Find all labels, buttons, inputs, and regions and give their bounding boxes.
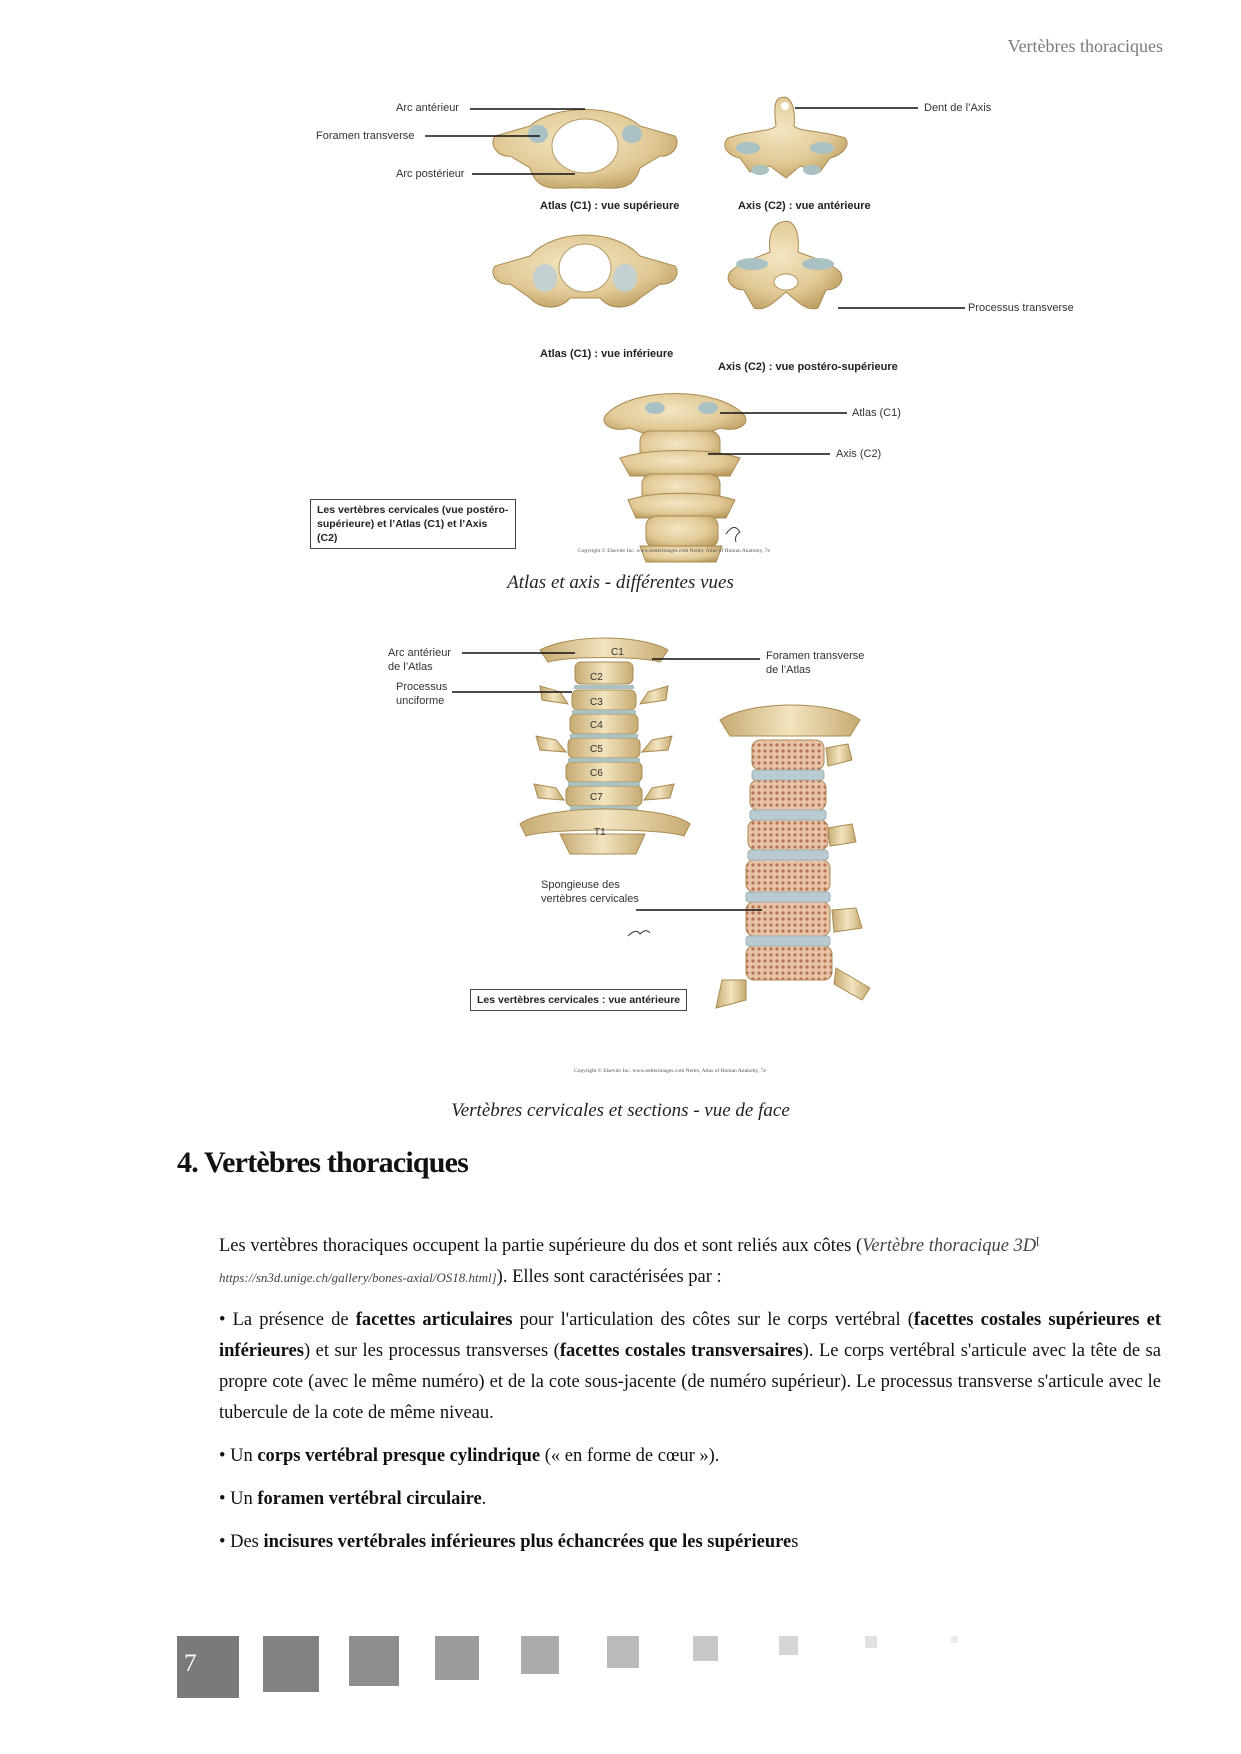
level-c2: C2 <box>590 672 603 683</box>
footer-square <box>435 1636 479 1680</box>
level-c1: C1 <box>611 647 624 658</box>
level-t1: T1 <box>594 827 606 838</box>
atlas-inferior-view <box>493 235 677 307</box>
label-processus-transverse: Processus transverse <box>968 302 1074 314</box>
section-title: 4. Vertèbres thoraciques <box>177 1146 469 1179</box>
intro-text-after: ). Elles sont caractérisées par : <box>496 1267 722 1288</box>
bullet1-text4: ). Le corps vertébral s'articule avec la tête de sa propre cote (avec le même numéro) et de la cote sous-jacente (de numéro supérieur). Le processus transverse s'articule avec le tubercule de la cote de même niveau. <box>219 1341 1161 1424</box>
cervical-column-anterior <box>520 638 690 854</box>
label-foramen-transverse-atlas <box>766 649 864 677</box>
intro-sup-bracket: [ <box>1036 1235 1040 1247</box>
label-dent-axis: Dent de l’Axis <box>924 102 992 114</box>
bullet-corps <box>219 1441 1161 1472</box>
label-processus-line2: unciforme <box>396 695 445 707</box>
label-processus-line1: Processus <box>396 681 448 693</box>
section-body <box>219 1226 1161 1570</box>
figure2-copyright: Copyright © Elsevier Inc. www.netterimages.com Netter, Atlas of Human Anatomy, 7e <box>574 1068 766 1074</box>
label-spongieuse-line1: Spongieuse des <box>541 879 620 891</box>
figure2-title-box: Les vertèbres cervicales : vue antérieure <box>470 989 687 1011</box>
label-arc-posterieur: Arc postérieur <box>396 168 465 180</box>
intro-paragraph <box>219 1226 1161 1293</box>
page-number: 7 <box>177 1636 239 1698</box>
caption-atlas-superieure: Atlas (C1) : vue supérieure <box>540 200 680 212</box>
bullet1-text3: ) et sur les processus transverses ( <box>303 1341 560 1362</box>
bullet4-strong1: incisures vertébrales inférieures plus échancrées que les supérieure <box>263 1532 792 1553</box>
footer-square <box>865 1636 877 1648</box>
atlas-superior-view <box>493 110 677 189</box>
label-arc-anterieur-line2: de l’Atlas <box>388 661 433 673</box>
bullet2-strong1: corps vertébral presque cylindrique <box>257 1446 541 1467</box>
caption-axis-anterieure: Axis (C2) : vue antérieure <box>738 200 871 212</box>
label-foramen-line1: Foramen transverse <box>766 650 865 662</box>
bullet4-text1: • Des <box>219 1532 264 1553</box>
footer-square <box>521 1636 559 1674</box>
bullet3-text1: • Un <box>219 1489 258 1510</box>
level-c3: C3 <box>590 697 603 708</box>
footer-square <box>607 1636 639 1668</box>
bullet1-strong3: facettes costales transversaires <box>559 1341 803 1362</box>
figure1-copyright: Copyright © Elsevier Inc. www.netterimages.com Netter, Atlas of Human Anatomy, 7e <box>578 548 770 554</box>
label-spongieuse <box>541 878 639 906</box>
label-axis-c2: Axis (C2) <box>836 448 882 460</box>
footer-square <box>779 1636 798 1655</box>
bullet-foramen <box>219 1484 1161 1515</box>
footer-square <box>951 1636 958 1643</box>
intro-text-before: Les vertèbres thoraciques occupent la partie supérieure du dos et sont reliés aux côtes ( <box>219 1236 863 1257</box>
level-c5: C5 <box>590 744 603 755</box>
bullet1-strong2: facettes costales supérieures et inférieures <box>219 1310 1162 1362</box>
caption-axis-postero-superieure: Axis (C2) : vue postéro-supérieure <box>718 361 898 373</box>
cervical-column-posterior-view <box>604 394 746 563</box>
bullet4-text2: s <box>791 1532 799 1553</box>
axis-anterior-view <box>725 97 847 178</box>
intro-3d-link[interactable]: Vertèbre thoracique 3D <box>862 1236 1037 1257</box>
axis-postero-superior-view <box>728 221 842 308</box>
bullet-facettes <box>219 1305 1161 1429</box>
label-processus-unciforme <box>396 680 447 708</box>
bullet1-strong1: facettes articulaires <box>355 1310 513 1331</box>
bullet1-text2: pour l'articulation des côtes sur le corps vertébral ( <box>512 1310 914 1331</box>
label-foramen-line2: de l’Atlas <box>766 664 811 676</box>
bullet-incisures <box>219 1527 1161 1558</box>
bullet2-text2: (« en forme de cœur »). <box>540 1446 720 1467</box>
figure-atlas-axis <box>0 86 1241 566</box>
label-arc-anterieur-atlas <box>388 646 451 674</box>
figure1-title-box: Les vertèbres cervicales (vue postéro-supérieure) et l’Atlas (C1) et l’Axis (C2) <box>310 499 516 549</box>
figure-cervical-anterior <box>0 628 1241 1088</box>
running-header: Vertèbres thoraciques <box>1007 36 1163 56</box>
label-spongieuse-line2: vertèbres cervicales <box>541 893 639 905</box>
bullet3-text2: . <box>481 1489 487 1510</box>
atlas-axis-illustration <box>0 86 1241 566</box>
footer-square <box>349 1636 399 1686</box>
bullet3-strong1: foramen vertébral circulaire <box>257 1489 482 1510</box>
level-c7: C7 <box>590 792 603 803</box>
label-arc-anterieur-line1: Arc antérieur <box>388 647 451 659</box>
caption-atlas-inferieure: Atlas (C1) : vue inférieure <box>540 348 674 360</box>
label-atlas-c1: Atlas (C1) <box>852 407 901 419</box>
figure1-caption: Atlas et axis - différentes vues <box>507 572 734 593</box>
figure2-caption: Vertèbres cervicales et sections - vue de face <box>451 1100 790 1121</box>
level-c4: C4 <box>590 720 603 731</box>
label-arc-anterieur: Arc antérieur <box>396 102 459 114</box>
label-foramen-transverse: Foramen transverse <box>316 130 415 142</box>
level-c6: C6 <box>590 768 603 779</box>
footer-square <box>693 1636 718 1661</box>
bullet2-text1: • Un <box>219 1446 258 1467</box>
bullet1-text1: • La présence de <box>219 1310 356 1331</box>
cervical-anterior-illustration <box>0 628 1241 1088</box>
footer-square <box>263 1636 319 1692</box>
intro-url[interactable]: https://sn3d.unige.ch/gallery/bones-axial/OS18.html] <box>219 1270 497 1286</box>
